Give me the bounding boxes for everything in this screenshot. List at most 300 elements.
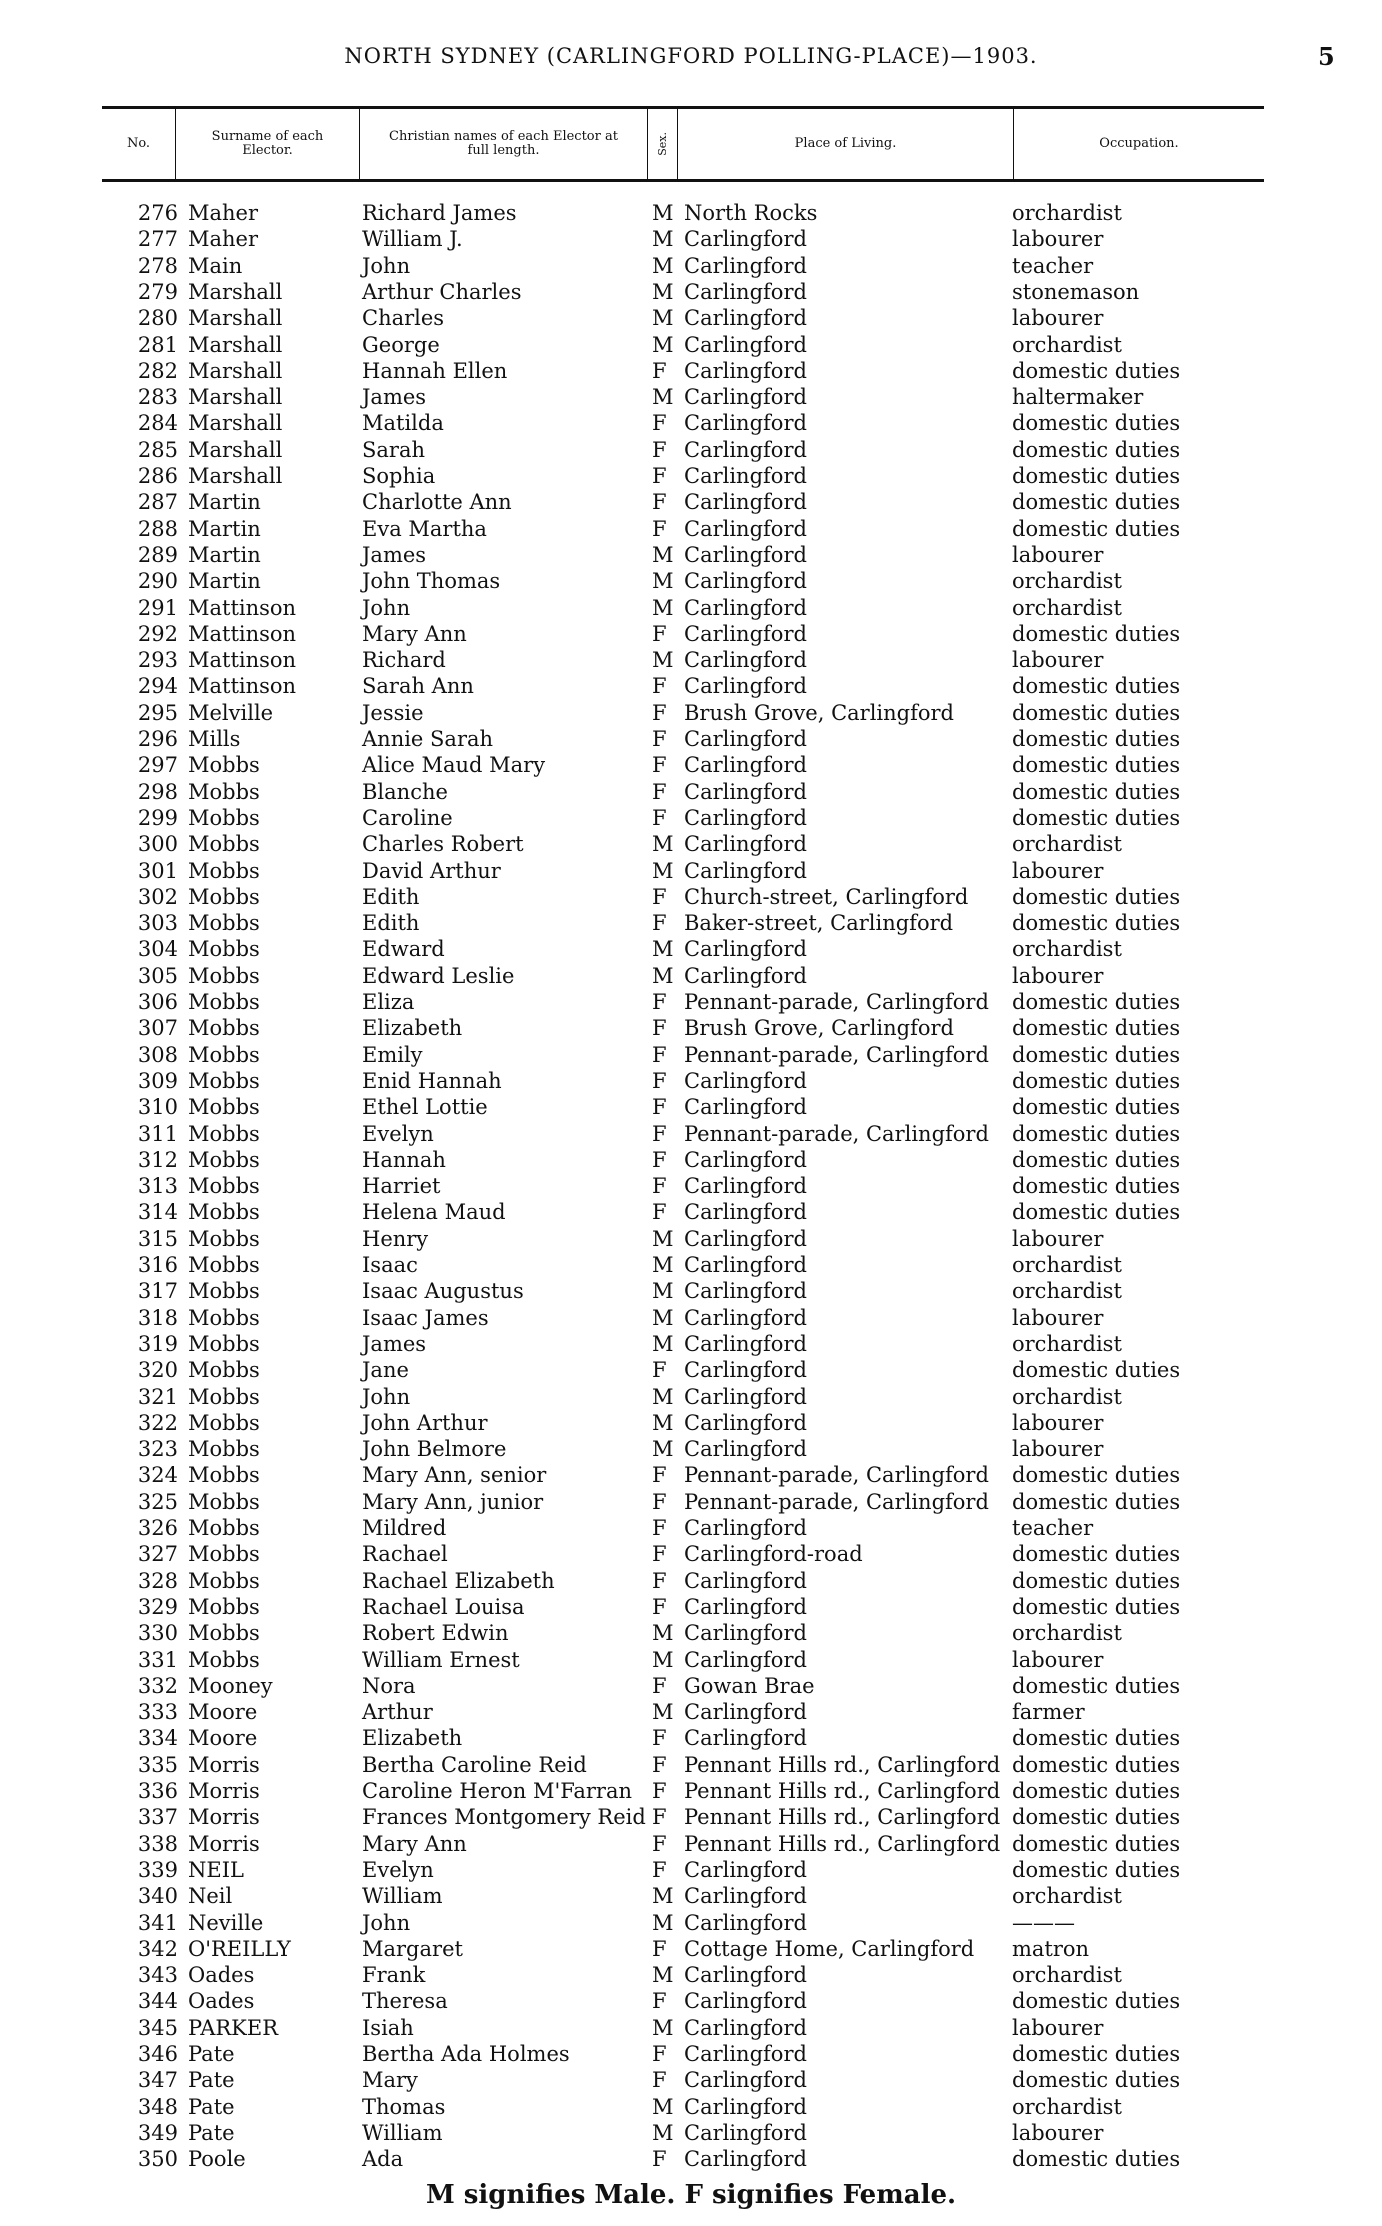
elector-occupation: orchardist — [1012, 1331, 1122, 1356]
elector-christian-names: Mary Ann — [362, 621, 467, 646]
elector-place: Carlingford — [684, 569, 807, 594]
elector-occupation: domestic duties — [1012, 1200, 1181, 1225]
elector-sex: F — [652, 1174, 667, 1199]
elector-christian-names: Emily — [362, 1042, 423, 1067]
elector-sex: F — [652, 1752, 667, 1777]
elector-surname: Mobbs — [188, 1516, 260, 1540]
elector-christian-names: Edward — [362, 937, 445, 962]
elector-sex: F — [652, 911, 667, 936]
elector-occupation: domestic duties — [1012, 1358, 1181, 1383]
elector-occupation: domestic duties — [1012, 1042, 1181, 1067]
table-row — [0, 936, 1382, 962]
elector-occupation: domestic duties — [1012, 1068, 1181, 1093]
elector-occupation: orchardist — [1012, 1253, 1122, 1277]
elector-surname: Martin — [188, 490, 261, 515]
elector-christian-names: William — [362, 2120, 443, 2145]
elector-christian-names: Richard James — [362, 201, 517, 225]
elector-occupation: domestic duties — [1012, 2068, 1181, 2093]
table-row — [0, 700, 1382, 726]
elector-surname: Mobbs — [188, 1305, 260, 1330]
elector-number: 292 — [137, 621, 178, 646]
elector-sex: M — [652, 542, 674, 567]
elector-place: Pennant Hills rd., Carlingford — [684, 1779, 1001, 1803]
elector-number: 333 — [137, 1700, 178, 1725]
elector-number: 294 — [137, 674, 178, 699]
elector-occupation: orchardist — [1012, 201, 1122, 225]
elector-number: 316 — [137, 1253, 178, 1277]
elector-surname: Mobbs — [188, 1253, 260, 1277]
elector-surname: Mobbs — [188, 1463, 260, 1488]
elector-number: 284 — [137, 411, 178, 436]
elector-occupation: farmer — [1012, 1700, 1085, 1725]
elector-christian-names: Evelyn — [362, 1857, 434, 1882]
elector-surname: Oades — [188, 1989, 255, 2014]
elector-surname: Mooney — [188, 1673, 273, 1698]
elector-christian-names: Jessie — [362, 700, 424, 725]
elector-surname: Mobbs — [188, 1042, 260, 1067]
elector-surname: Mattinson — [188, 621, 297, 646]
elector-place: Pennant Hills rd., Carlingford — [684, 1752, 1001, 1777]
elector-place: Carlingford — [684, 1726, 807, 1751]
elector-surname: Mattinson — [188, 674, 297, 699]
elector-surname: Maher — [188, 201, 259, 225]
elector-occupation: labourer — [1012, 858, 1104, 883]
elector-place: Pennant-parade, Carlingford — [684, 1042, 989, 1067]
elector-occupation: domestic duties — [1012, 727, 1181, 751]
elector-surname: PARKER — [188, 2015, 279, 2040]
elector-christian-names: Helena Maud — [362, 1200, 506, 1225]
table-row — [0, 1252, 1382, 1278]
elector-place: Carlingford — [684, 2120, 807, 2145]
elector-sex: F — [652, 1831, 667, 1856]
table-row — [0, 2041, 1382, 2067]
elector-occupation: orchardist — [1012, 1963, 1122, 1988]
elector-christian-names: Frank — [362, 1963, 426, 1988]
elector-occupation: domestic duties — [1012, 779, 1181, 804]
column-header-place: Place of Living. — [678, 109, 1014, 179]
elector-number: 280 — [137, 306, 178, 331]
elector-number: 298 — [137, 779, 178, 804]
elector-sex: M — [652, 1963, 674, 1988]
elector-sex: F — [652, 621, 667, 646]
elector-surname: Oades — [188, 1963, 255, 1988]
elector-sex: F — [652, 1121, 667, 1146]
table-row — [0, 2094, 1382, 2120]
elector-sex: M — [652, 1884, 674, 1909]
footer-legend: M signifies Male. F signifies Female. — [425, 2180, 957, 2210]
table-row — [0, 1594, 1382, 1620]
elector-place: Carlingford — [684, 227, 807, 252]
table-row — [0, 858, 1382, 884]
table-row — [0, 910, 1382, 936]
elector-christian-names: Rachael — [362, 1542, 448, 1567]
elector-number: 326 — [137, 1516, 178, 1540]
elector-occupation: orchardist — [1012, 832, 1122, 857]
elector-surname: Mobbs — [188, 1647, 260, 1672]
elector-surname: Marshall — [188, 358, 283, 383]
elector-number: 277 — [137, 227, 178, 252]
elector-occupation: domestic duties — [1012, 1095, 1181, 1120]
elector-occupation: domestic duties — [1012, 700, 1181, 725]
elector-christian-names: Sarah Ann — [362, 674, 474, 699]
elector-sex: M — [652, 1305, 674, 1330]
elector-sex: F — [652, 1989, 667, 2014]
elector-surname: Mattinson — [188, 648, 297, 673]
elector-sex: M — [652, 2015, 674, 2040]
elector-place: Carlingford — [684, 937, 807, 962]
elector-surname: Marshall — [188, 437, 283, 462]
table-row — [0, 1962, 1382, 1988]
table-row — [0, 963, 1382, 989]
table-row — [0, 1094, 1382, 1120]
elector-christian-names: John Arthur — [362, 1410, 488, 1435]
table-row — [0, 989, 1382, 1015]
elector-surname: Mobbs — [188, 963, 260, 988]
elector-occupation: labourer — [1012, 648, 1104, 673]
elector-surname: Marshall — [188, 279, 283, 304]
elector-surname: Marshall — [188, 464, 283, 488]
elector-surname: Morris — [188, 1805, 260, 1830]
elector-occupation: domestic duties — [1012, 1542, 1181, 1567]
elector-place: Gowan Brae — [684, 1673, 815, 1698]
table-row — [0, 621, 1382, 647]
table-row — [0, 1278, 1382, 1304]
elector-sex: F — [652, 1358, 667, 1383]
elector-christian-names: John Belmore — [362, 1437, 507, 1462]
table-row — [0, 1068, 1382, 1094]
elector-number: 301 — [137, 858, 178, 883]
elector-surname: Mobbs — [188, 1384, 260, 1409]
elector-occupation: ——— — [1012, 1910, 1075, 1935]
table-row — [0, 1857, 1382, 1883]
elector-sex: M — [652, 1279, 674, 1304]
elector-place: Church-street, Carlingford — [684, 884, 969, 909]
elector-christian-names: James — [362, 1331, 427, 1356]
elector-occupation: labourer — [1012, 227, 1104, 252]
elector-christian-names: Isaac Augustus — [362, 1279, 524, 1304]
elector-place: Carlingford — [684, 753, 807, 778]
elector-number: 312 — [137, 1147, 178, 1172]
elector-place: Carlingford — [684, 674, 807, 699]
column-header-sex-label: Sex. — [655, 132, 669, 156]
elector-surname: Mobbs — [188, 1410, 260, 1435]
table-row — [0, 673, 1382, 699]
elector-place: Carlingford — [684, 621, 807, 646]
elector-number: 314 — [137, 1200, 178, 1225]
elector-sex: M — [652, 937, 674, 962]
elector-surname: Mobbs — [188, 911, 260, 936]
elector-christian-names: Robert Edwin — [362, 1621, 509, 1646]
table-row — [0, 1147, 1382, 1173]
elector-occupation: labourer — [1012, 2120, 1104, 2145]
elector-number: 335 — [137, 1752, 178, 1777]
elector-sex: F — [652, 1095, 667, 1120]
elector-place: Carlingford — [684, 358, 807, 383]
elector-occupation: domestic duties — [1012, 516, 1181, 541]
column-header-christian-names: Christian names of each Elector at full length. — [360, 109, 648, 179]
elector-sex: M — [652, 2094, 674, 2119]
elector-surname: Pate — [188, 2120, 235, 2145]
elector-sex: M — [652, 595, 674, 620]
elector-christian-names: George — [362, 332, 440, 357]
elector-surname: Mobbs — [188, 753, 260, 778]
elector-place: Carlingford — [684, 1910, 807, 1935]
elector-number: 276 — [137, 201, 178, 225]
elector-occupation: orchardist — [1012, 332, 1122, 357]
elector-number: 308 — [137, 1042, 178, 1067]
table-row — [0, 1042, 1382, 1068]
elector-surname: Mobbs — [188, 1489, 260, 1514]
elector-occupation: domestic duties — [1012, 674, 1181, 699]
elector-christian-names: Ethel Lottie — [362, 1095, 488, 1120]
elector-surname: Mobbs — [188, 1016, 260, 1041]
elector-christian-names: Alice Maud Mary — [362, 753, 546, 778]
elector-christian-names: William J. — [362, 227, 463, 252]
elector-occupation: orchardist — [1012, 2094, 1122, 2119]
table-row — [0, 752, 1382, 778]
table-row — [0, 1410, 1382, 1436]
elector-place: Carlingford — [684, 1516, 807, 1540]
table-row — [0, 463, 1382, 489]
elector-occupation: domestic duties — [1012, 1174, 1181, 1199]
elector-christian-names: John — [362, 1384, 411, 1409]
elector-place: Carlingford — [684, 1568, 807, 1593]
elector-place: Carlingford — [684, 727, 807, 751]
elector-number: 302 — [137, 884, 178, 909]
elector-christian-names: Edward Leslie — [362, 963, 515, 988]
elector-surname: Mobbs — [188, 1121, 260, 1146]
elector-number: 321 — [137, 1384, 178, 1409]
elector-sex: F — [652, 464, 667, 488]
elector-place: Carlingford — [684, 2015, 807, 2040]
elector-christian-names: Theresa — [362, 1989, 448, 2014]
table-row — [0, 226, 1382, 252]
elector-number: 325 — [137, 1489, 178, 1514]
elector-occupation: domestic duties — [1012, 1779, 1181, 1803]
elector-surname: Maher — [188, 227, 259, 252]
column-header-occupation: Occupation. — [1099, 136, 1179, 151]
elector-number: 299 — [137, 805, 178, 830]
elector-number: 287 — [137, 490, 178, 515]
elector-place: Baker-street, Carlingford — [684, 911, 954, 936]
elector-number: 290 — [137, 569, 178, 594]
elector-surname: Marshall — [188, 411, 283, 436]
elector-occupation: domestic duties — [1012, 1805, 1181, 1830]
table-row — [0, 1331, 1382, 1357]
elector-sex: F — [652, 753, 667, 778]
table-row — [0, 1752, 1382, 1778]
elector-occupation: domestic duties — [1012, 411, 1181, 436]
elector-christian-names: James — [362, 542, 427, 567]
table-row — [0, 1699, 1382, 1725]
elector-sex: F — [652, 2147, 667, 2172]
elector-occupation: labourer — [1012, 2015, 1104, 2040]
elector-number: 329 — [137, 1594, 178, 1619]
elector-place: Carlingford — [684, 1095, 807, 1120]
elector-christian-names: Hannah — [362, 1147, 446, 1172]
elector-number: 328 — [137, 1568, 178, 1593]
elector-surname: Mobbs — [188, 779, 260, 804]
elector-occupation: orchardist — [1012, 1279, 1122, 1304]
elector-number: 346 — [137, 2042, 178, 2066]
elector-number: 305 — [137, 963, 178, 988]
elector-christian-names: John — [362, 253, 411, 278]
elector-number: 336 — [137, 1779, 178, 1803]
page-number: 5 — [1318, 42, 1335, 71]
elector-sex: M — [652, 1384, 674, 1409]
table-row — [0, 1541, 1382, 1567]
elector-surname: Mobbs — [188, 1358, 260, 1383]
elector-number: 349 — [137, 2120, 178, 2145]
elector-place: Carlingford — [684, 648, 807, 673]
page-title: NORTH SYDNEY (CARLINGFORD POLLING-PLACE)—1903. — [344, 44, 1038, 68]
elector-christian-names: Arthur — [362, 1700, 433, 1725]
elector-occupation: domestic duties — [1012, 884, 1181, 909]
table-row — [0, 358, 1382, 384]
table-row — [0, 647, 1382, 673]
table-row — [0, 516, 1382, 542]
elector-occupation: orchardist — [1012, 569, 1122, 594]
elector-number: 318 — [137, 1305, 178, 1330]
elector-sex: M — [652, 1253, 674, 1277]
table-row — [0, 1305, 1382, 1331]
elector-number: 307 — [137, 1016, 178, 1041]
table-row — [0, 1436, 1382, 1462]
elector-christian-names: Rachael Louisa — [362, 1594, 525, 1619]
elector-surname: Martin — [188, 569, 261, 594]
elector-number: 313 — [137, 1174, 178, 1199]
elector-surname: Mobbs — [188, 1068, 260, 1093]
elector-christian-names: Blanche — [362, 779, 448, 804]
elector-place: Carlingford — [684, 1253, 807, 1277]
elector-christian-names: Caroline Heron M'Farran — [362, 1779, 633, 1803]
elector-surname: NEIL — [188, 1857, 244, 1882]
elector-occupation: stonemason — [1012, 279, 1140, 304]
elector-christian-names: Harriet — [362, 1174, 441, 1199]
elector-occupation: domestic duties — [1012, 1568, 1181, 1593]
elector-occupation: haltermaker — [1012, 385, 1144, 410]
elector-christian-names: John — [362, 595, 411, 620]
elector-occupation: orchardist — [1012, 1884, 1122, 1909]
elector-occupation: labourer — [1012, 542, 1104, 567]
elector-number: 331 — [137, 1647, 178, 1672]
table-row — [0, 1778, 1382, 1804]
elector-occupation: orchardist — [1012, 595, 1122, 620]
elector-occupation: labourer — [1012, 306, 1104, 331]
elector-sex: F — [652, 516, 667, 541]
elector-sex: M — [652, 279, 674, 304]
elector-place: Carlingford — [684, 1963, 807, 1988]
elector-number: 303 — [137, 911, 178, 936]
elector-sex: F — [652, 1463, 667, 1488]
elector-surname: Mobbs — [188, 1331, 260, 1356]
elector-occupation: domestic duties — [1012, 464, 1181, 488]
elector-number: 330 — [137, 1621, 178, 1646]
elector-sex: F — [652, 1936, 667, 1961]
elector-number: 317 — [137, 1279, 178, 1304]
elector-christian-names: Charles — [362, 306, 445, 331]
elector-occupation: teacher — [1012, 253, 1094, 278]
elector-number: 282 — [137, 358, 178, 383]
elector-place: Carlingford — [684, 1857, 807, 1882]
elector-surname: Mobbs — [188, 1568, 260, 1593]
elector-place: Carlingford — [684, 306, 807, 331]
table-row — [0, 1568, 1382, 1594]
elector-place: Brush Grove, Carlingford — [684, 1016, 954, 1041]
table-row — [0, 1725, 1382, 1751]
elector-place: Carlingford — [684, 1174, 807, 1199]
elector-number: 304 — [137, 937, 178, 962]
table-row — [0, 779, 1382, 805]
elector-occupation: domestic duties — [1012, 1673, 1181, 1698]
elector-surname: Mobbs — [188, 1542, 260, 1567]
elector-place: Carlingford — [684, 464, 807, 488]
elector-christian-names: Isaac — [362, 1253, 418, 1277]
table-row — [0, 726, 1382, 752]
elector-occupation: domestic duties — [1012, 990, 1181, 1014]
elector-christian-names: Elizabeth — [362, 1016, 463, 1041]
elector-number: 300 — [137, 832, 178, 857]
elector-surname: Pate — [188, 2042, 235, 2066]
elector-christian-names: Evelyn — [362, 1121, 434, 1146]
elector-sex: F — [652, 1068, 667, 1093]
elector-christian-names: Nora — [362, 1673, 416, 1698]
elector-occupation: domestic duties — [1012, 621, 1181, 646]
elector-surname: Neil — [188, 1884, 233, 1909]
elector-place: Carlingford — [684, 1147, 807, 1172]
elector-sex: F — [652, 1542, 667, 1567]
column-header-no: No. — [102, 109, 176, 179]
elector-place: Pennant-parade, Carlingford — [684, 1121, 989, 1146]
elector-surname: Mills — [188, 727, 241, 751]
elector-sex: F — [652, 2068, 667, 2093]
elector-christian-names: John — [362, 1910, 411, 1935]
elector-place: Carlingford — [684, 595, 807, 620]
elector-christian-names: Enid Hannah — [362, 1068, 502, 1093]
elector-sex: M — [652, 253, 674, 278]
elector-number: 288 — [137, 516, 178, 541]
elector-christian-names: Jane — [362, 1358, 409, 1383]
table-row — [0, 437, 1382, 463]
elector-surname: Moore — [188, 1700, 258, 1725]
elector-surname: Main — [188, 253, 243, 278]
table-row — [0, 1226, 1382, 1252]
table-row — [0, 305, 1382, 331]
table-row — [0, 1936, 1382, 1962]
table-row — [0, 1988, 1382, 2014]
elector-occupation: labourer — [1012, 963, 1104, 988]
elector-christian-names: Frances Montgomery Reid — [362, 1805, 646, 1830]
elector-sex: F — [652, 437, 667, 462]
table-row — [0, 1673, 1382, 1699]
column-header-row — [102, 106, 1264, 182]
elector-occupation: domestic duties — [1012, 1147, 1181, 1172]
elector-place: Carlingford — [684, 1200, 807, 1225]
elector-number: 340 — [137, 1884, 178, 1909]
table-row — [0, 410, 1382, 436]
elector-number: 306 — [137, 990, 178, 1014]
table-row — [0, 2146, 1382, 2172]
elector-surname: Mobbs — [188, 990, 260, 1014]
table-row — [0, 542, 1382, 568]
elector-sex: F — [652, 1516, 667, 1540]
table-row — [0, 1620, 1382, 1646]
elector-surname: Marshall — [188, 385, 283, 410]
elector-surname: Neville — [188, 1910, 264, 1935]
elector-sex: M — [652, 1331, 674, 1356]
elector-occupation: domestic duties — [1012, 1752, 1181, 1777]
elector-surname: Marshall — [188, 332, 283, 357]
